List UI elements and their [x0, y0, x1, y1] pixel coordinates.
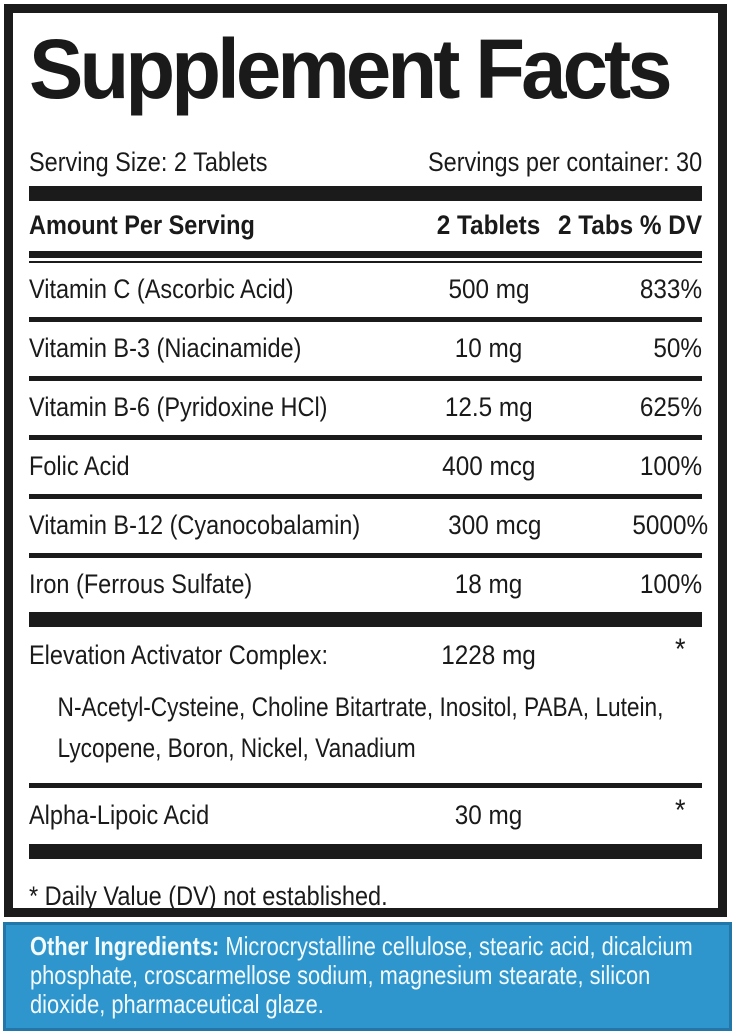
nutrient-dv-asterisk: *: [675, 793, 686, 827]
nutrient-name: Folic Acid: [29, 451, 130, 482]
section-divider-bar: [29, 612, 702, 627]
header-2-tablets: 2 Tablets: [437, 210, 541, 241]
section-divider-bar: [29, 844, 702, 859]
nutrient-amount: 400 mcg: [442, 451, 536, 482]
nutrient-row: [29, 499, 708, 558]
nutrient-name: Alpha-Lipoic Acid: [29, 800, 210, 831]
nutrient-dv: 100%: [639, 451, 702, 482]
nutrient-name: Iron (Ferrous Sulfate): [29, 569, 253, 600]
nutrient-row: [29, 381, 702, 440]
blend-row: [29, 627, 702, 685]
nutrient-dv: 833%: [639, 274, 702, 305]
serving-size-text: Serving Size: 2 Tablets: [29, 146, 268, 177]
nutrient-amount: 300 mcg: [448, 510, 542, 541]
nutrient-row: [29, 788, 702, 844]
blend-dv-asterisk: *: [675, 632, 686, 666]
blend-name: Elevation Activator Complex:: [29, 640, 328, 671]
nutrient-name: Vitamin B-12 (Cyanocobalamin): [29, 510, 361, 541]
nutrient-dv: 50%: [653, 333, 702, 364]
nutrient-amount: 18 mg: [455, 569, 523, 600]
panel-title: Supplement Facts: [29, 22, 669, 116]
table-header-row: [29, 201, 702, 251]
servings-per-container-text: Servings per container: 30: [427, 146, 702, 177]
nutrient-amount: 12.5 mg: [445, 392, 533, 423]
nutrient-name: Vitamin C (Ascorbic Acid): [29, 274, 294, 305]
nutrient-name: Vitamin B-3 (Niacinamide): [29, 333, 302, 364]
nutrient-amount: 500 mg: [448, 274, 530, 305]
nutrient-dv: 5000%: [632, 510, 708, 541]
other-ingredients-label: Other Ingredients:: [30, 931, 220, 961]
nutrient-amount: 10 mg: [455, 333, 523, 364]
supplement-facts-panel: [4, 4, 727, 917]
header-double-rule: [29, 251, 702, 263]
rule-thick: [29, 251, 702, 258]
header-amount-per-serving: Amount Per Serving: [29, 210, 255, 241]
blend-ingredient-list: N-Acetyl-Cysteine, Choline Bitartrate, Inositol, PABA, Lutein, Lycopene, Boron, Nickel, Vanadium: [57, 691, 664, 763]
nutrient-row: [29, 263, 702, 322]
other-ingredients-paragraph: [30, 932, 719, 1019]
section-divider-bar: [29, 186, 702, 201]
nutrient-row: [29, 558, 702, 612]
header-2-tabs-dv: 2 Tabs % DV: [557, 210, 702, 241]
nutrient-amount: 30 mg: [455, 800, 523, 831]
nutrient-row: [29, 440, 702, 499]
nutrient-dv: 100%: [639, 569, 702, 600]
serving-info-row: [29, 147, 702, 178]
daily-value-footnote: * Daily Value (DV) not established.: [29, 880, 388, 911]
blend-amount: 1228 mg: [441, 640, 537, 671]
nutrient-dv: 625%: [639, 392, 702, 423]
nutrient-row: [29, 322, 702, 381]
other-ingredients-section: [3, 922, 732, 1031]
nutrient-name: Vitamin B-6 (Pyridoxine HCl): [29, 392, 328, 423]
other-ingredients-text: Microcrystalline cellulose, stearic acid, dicalcium phosphate, croscarmellose sodium, magnesium stearate, silicon dioxide, pharmaceutical glaze.: [30, 931, 693, 1019]
